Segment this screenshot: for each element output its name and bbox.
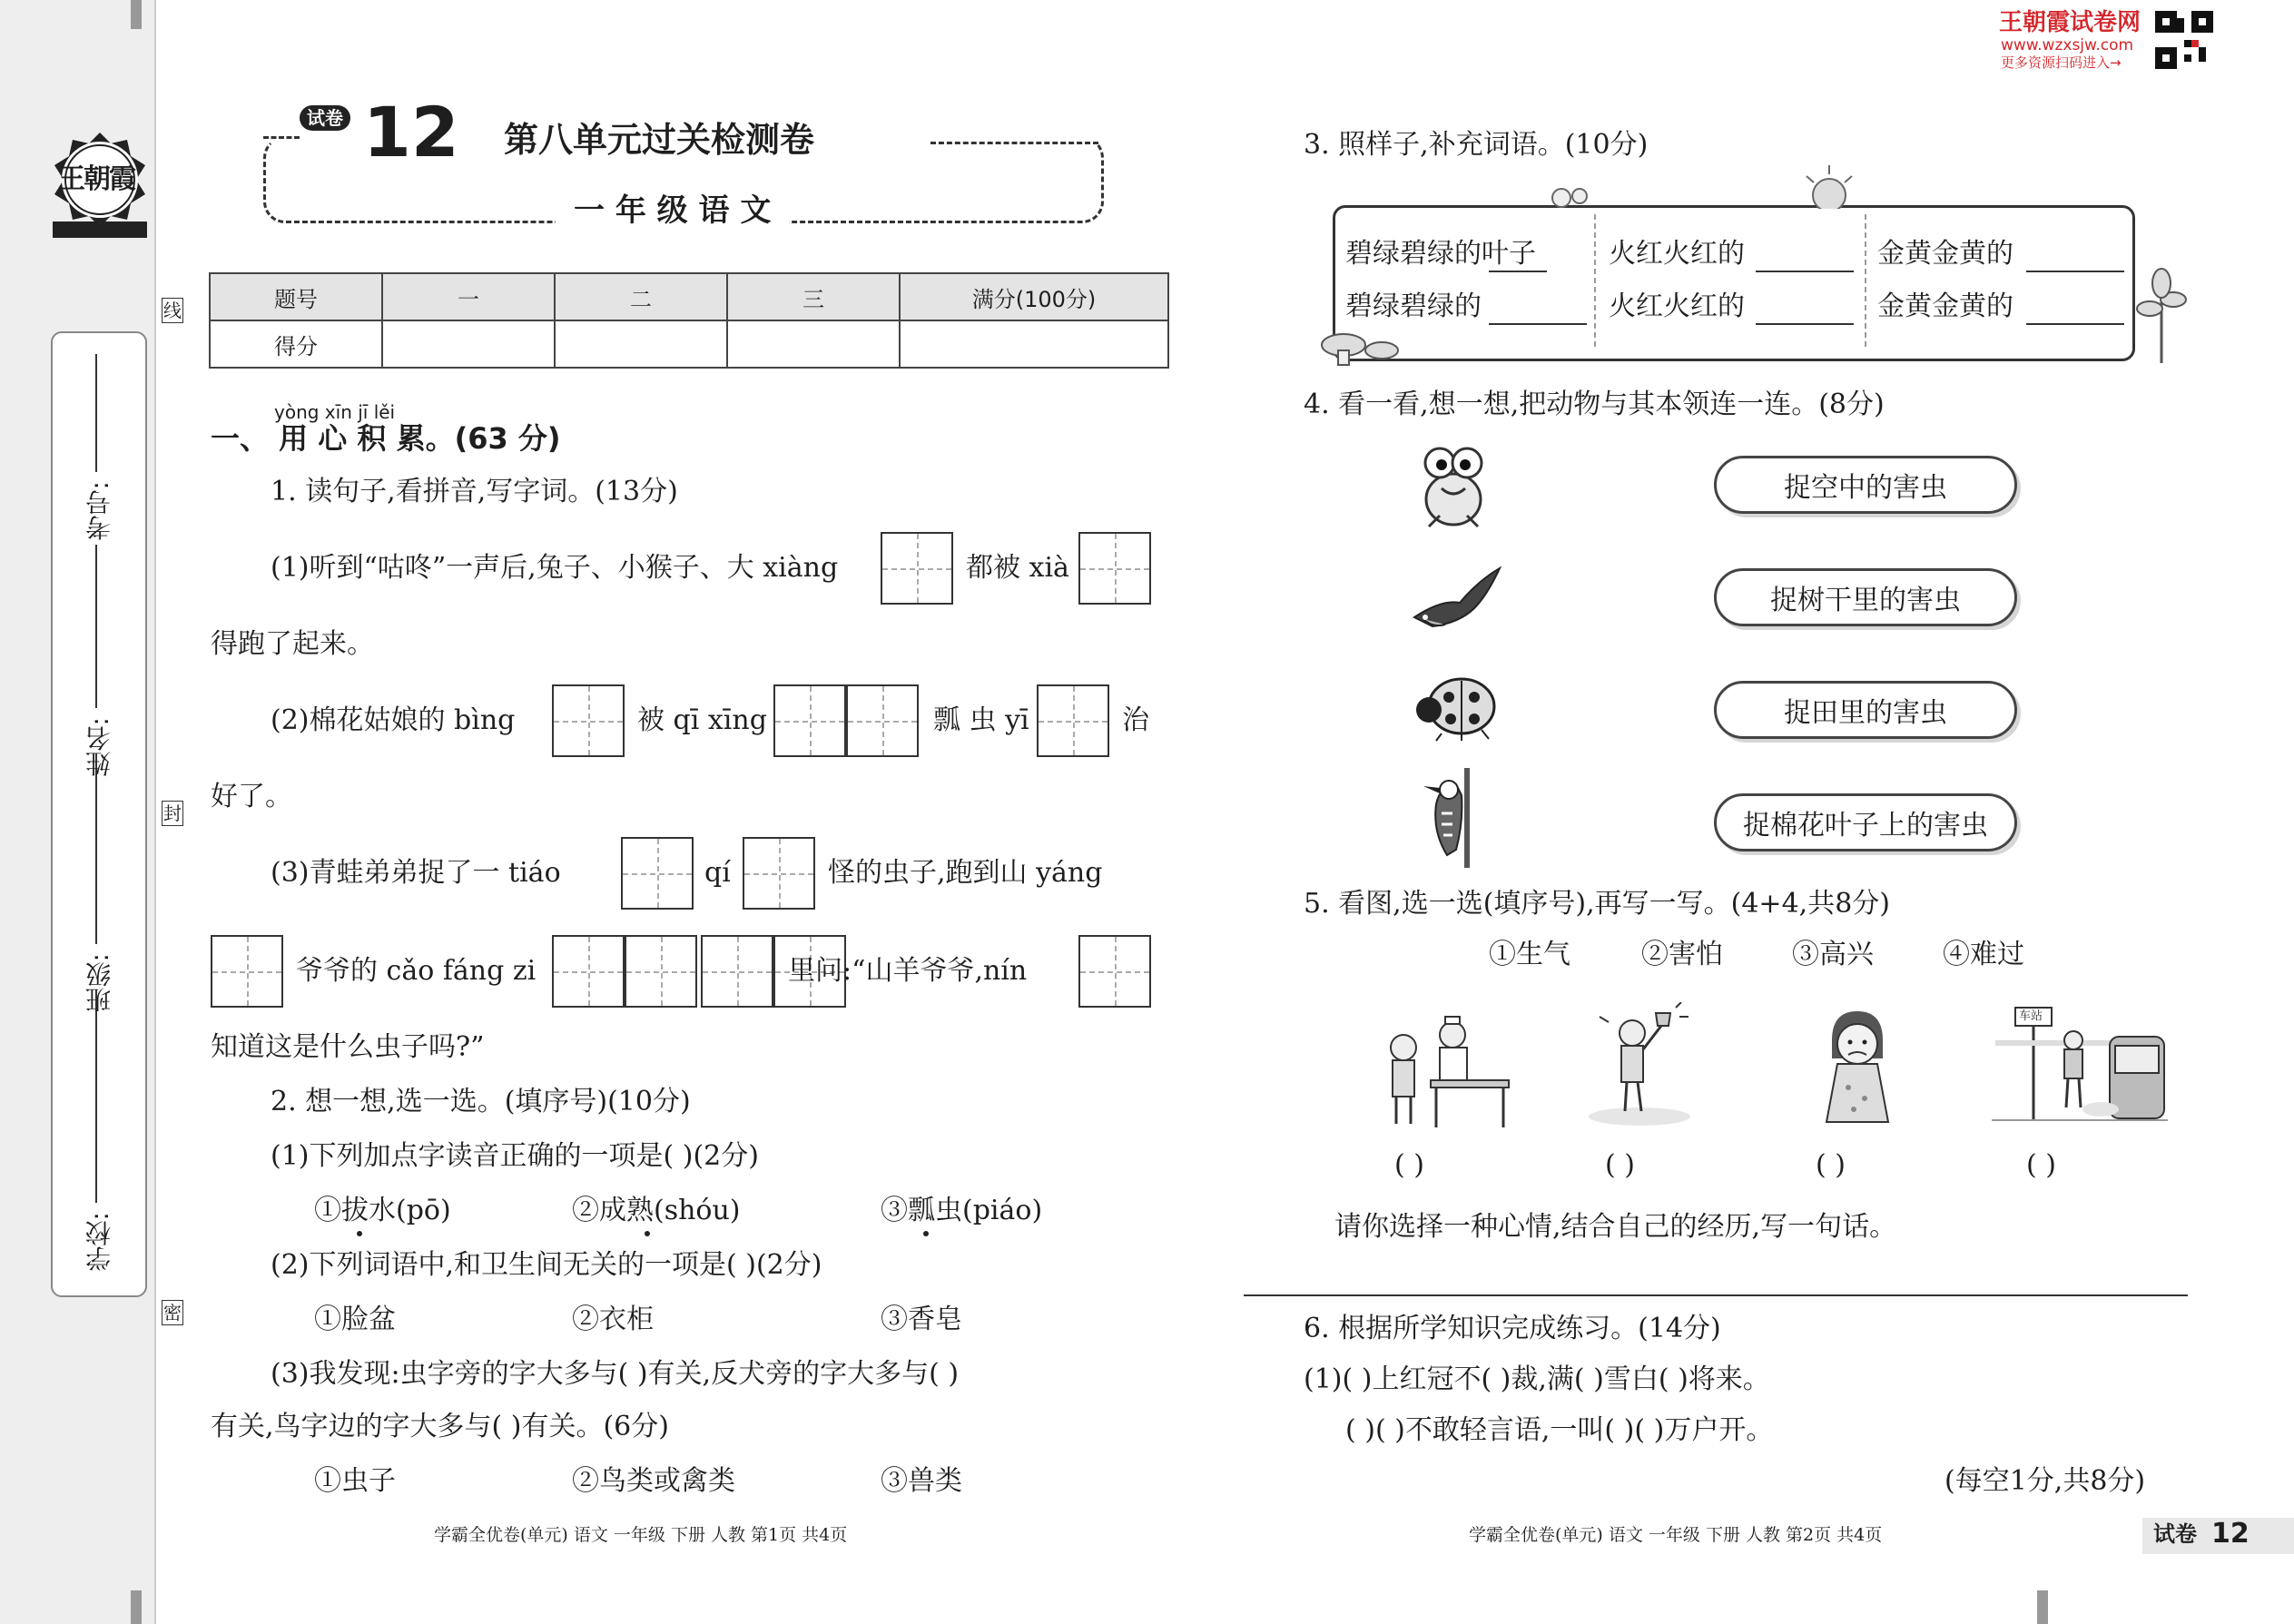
frame-line (930, 142, 1098, 147)
q3-title: 3. 照样子,补充词语。(10分) (1304, 129, 1649, 161)
tianzige-box[interactable] (1037, 684, 1109, 757)
table-header-cell: 满分(100分) (900, 273, 1168, 320)
answer-line[interactable] (1489, 323, 1587, 325)
q5-option: ④难过 (1943, 939, 2024, 970)
q2-2-text: (2)下列词语中,和卫生间无关的一项是( )(2分) (271, 1249, 822, 1281)
site-tagline: 更多资源扫码进入→ (2001, 54, 2122, 71)
q1-2-text: 被 qī xīng (637, 704, 767, 736)
q3-word: 火红火红的 (1609, 290, 1745, 322)
tianzige-box[interactable] (743, 837, 815, 910)
binding-mark: 封 (163, 802, 182, 824)
tianzige-box[interactable] (773, 684, 846, 757)
answer-line[interactable] (1756, 323, 1854, 325)
q3-word: 碧绿碧绿的 (1345, 290, 1482, 322)
corner-number: 12 (2211, 1518, 2250, 1550)
class-label: 班级: (84, 953, 114, 1013)
q1-3-text: 怪的虫子,跑到山 yáng (828, 857, 1103, 889)
sad-girl-icon (1812, 1004, 1903, 1131)
table-header-cell: 题号 (210, 273, 382, 320)
tianzige-box[interactable] (625, 935, 697, 1008)
page-title: 第八单元过关检测卷 (504, 120, 815, 160)
q5-option: ①生气 (1489, 939, 1570, 970)
q1-3-text: 知道这是什么虫子吗?” (211, 1031, 485, 1063)
answer-line[interactable] (1756, 271, 1854, 272)
q3-word: 碧绿碧绿的叶子 (1345, 238, 1536, 270)
paper-badge: 试卷 (300, 105, 350, 131)
q6-title: 6. 根据所学知识完成练习。(14分) (1304, 1313, 1721, 1344)
name-label: 姓名: (84, 717, 114, 777)
tianzige-box[interactable] (552, 935, 625, 1008)
score-cell[interactable] (555, 320, 727, 368)
section1-title: 一、 用 心 积 累。(63 分) (211, 421, 561, 456)
tianzige-box[interactable] (552, 684, 625, 757)
emphasis-dot (645, 1231, 650, 1236)
corner-badge: 试卷 (2153, 1521, 2197, 1547)
angry-boy-bus-stop-icon (1992, 1004, 2168, 1131)
q2-2-option: ②衣柜 (572, 1304, 654, 1335)
score-cell[interactable] (727, 320, 900, 368)
table-header-cell: 二 (555, 273, 727, 320)
q3-word: 金黄金黄的 (1877, 290, 2013, 322)
scared-child-doctor-icon (1376, 1008, 1512, 1135)
margin-tick (131, 1590, 142, 1624)
q2-1-option: ②成熟(shóu) (572, 1195, 741, 1226)
q2-1-option: ①拔水(pō) (314, 1195, 451, 1226)
page-subtitle: 一 年 级 语 文 (556, 192, 789, 230)
plant-icon (2130, 263, 2193, 363)
woodpecker-icon[interactable] (1416, 768, 1480, 868)
exam-no-label: 考号: (84, 481, 114, 541)
q1-1-text: (1)听到“咕咚”一声后,兔子、小猴子、大 xiàng (271, 552, 839, 584)
binding-line (154, 0, 156, 1624)
q2-title: 2. 想一想,选一选。(填序号)(10分) (271, 1086, 691, 1117)
q1-2-text: (2)棉花姑娘的 bìng (271, 704, 516, 736)
skill-option[interactable]: 捉空中的害虫 (1714, 456, 2017, 514)
q5-answer-paren[interactable]: ( ) (2026, 1149, 2056, 1181)
q5-answer-paren[interactable]: ( ) (1394, 1149, 1424, 1181)
answer-line[interactable] (2026, 271, 2124, 272)
brand-logo (45, 127, 154, 245)
q2-1-option: ③瓢虫(piáo) (881, 1195, 1043, 1226)
flower-icon (1543, 180, 1598, 216)
divider (1594, 214, 1596, 347)
mushroom-icon (1316, 327, 1407, 367)
frog-icon[interactable] (1413, 436, 1494, 536)
tianzige-box[interactable] (846, 684, 919, 757)
score-cell[interactable] (900, 320, 1168, 368)
q1-1-text: 得跑了起来。 (211, 628, 374, 660)
table-header-cell: 三 (727, 273, 900, 320)
binding-mark: 密 (163, 1302, 182, 1324)
q2-3-option: ①虫子 (314, 1465, 396, 1497)
q2-3-text: 有关,鸟字边的字大多与( )有关。(6分) (211, 1411, 669, 1442)
q2-2-option: ①脸盆 (314, 1304, 396, 1335)
page-footer: 学霸全优卷(单元) 语文 一年级 下册 人教 第1页 共4页 (434, 1525, 848, 1545)
q5-option: ②害怕 (1641, 939, 1723, 970)
q3-word-box (1333, 205, 2135, 361)
score-table (209, 272, 1169, 369)
page-footer: 学霸全优卷(单元) 语文 一年级 下册 人教 第2页 共4页 (1469, 1525, 1883, 1545)
school-label: 学校: (84, 1212, 114, 1272)
tianzige-box[interactable] (701, 935, 773, 1008)
q6-1-score: (每空1分,共8分) (1944, 1465, 2146, 1497)
q2-3-text: (3)我发现:虫字旁的字大多与( )有关,反犬旁的字大多与( ) (271, 1358, 960, 1390)
logo-text: 王朝霞 (58, 163, 134, 195)
tianzige-box[interactable] (621, 837, 694, 910)
q5-answer-paren[interactable]: ( ) (1605, 1149, 1635, 1181)
margin-tick (2037, 1590, 2048, 1624)
table-header-cell: 一 (382, 273, 555, 320)
divider (1865, 214, 1866, 347)
q1-title: 1. 读句子,看拼音,写字词。(13分) (271, 476, 678, 507)
q2-3-option: ②鸟类或禽类 (572, 1465, 735, 1497)
happy-child-trophy-icon (1581, 1002, 1699, 1129)
q2-3-option: ③兽类 (881, 1465, 962, 1497)
exam-no-field[interactable] (95, 354, 97, 472)
tianzige-box[interactable] (1078, 532, 1151, 605)
tianzige-box[interactable] (1078, 935, 1151, 1008)
class-field[interactable] (95, 753, 97, 944)
q1-3-text: qí (704, 857, 731, 889)
q1-1-text: 都被 xià (966, 552, 1069, 584)
paper-number: 12 (363, 92, 459, 172)
answer-line[interactable] (2026, 323, 2124, 325)
skill-option[interactable]: 捉田里的害虫 (1714, 681, 2017, 739)
table-row-label: 得分 (210, 320, 382, 368)
q1-3-text: 里问:“山羊爷爷,nín (788, 955, 1028, 987)
answer-line (1489, 271, 1547, 272)
q3-word: 火红火红的 (1609, 238, 1745, 270)
q6-1-line: ( )( )不敢轻言语,一叫( )( )万户开。 (1345, 1414, 1774, 1446)
tianzige-box[interactable] (211, 935, 283, 1008)
q3-word: 金黄金黄的 (1877, 238, 2013, 270)
binding-mark: 线 (163, 300, 182, 321)
q5-option: ③高兴 (1792, 939, 1874, 970)
site-name: 王朝霞试卷网 (1999, 9, 2141, 36)
qr-code-icon[interactable] (2155, 11, 2213, 69)
swallow-icon[interactable] (1405, 563, 1505, 635)
emphasis-dot (923, 1231, 929, 1236)
q1-2-text: 瓢 虫 yī (933, 704, 1029, 736)
q1-2-text: 好了。 (211, 781, 292, 812)
section1-pinyin: yòng xīn jī lěi (274, 401, 396, 423)
q1-3-text: (3)青蛙弟弟捉了一 tiáo (271, 857, 561, 889)
site-url[interactable]: www.wzxsjw.com (2001, 36, 2134, 54)
sun-icon (1797, 163, 1861, 209)
q2-1-text: (1)下列加点字读音正确的一项是( )(2分) (271, 1140, 759, 1172)
skill-option[interactable]: 捉棉花叶子上的害虫 (1714, 793, 2017, 851)
q6-1-line: (1)( )上红冠不( )裁,满( )雪白( )将来。 (1304, 1363, 1770, 1395)
student-info-box (51, 331, 147, 1297)
margin-tick (131, 0, 142, 29)
frame-line (263, 136, 300, 142)
q5-answer-paren[interactable]: ( ) (1816, 1149, 1846, 1181)
q2-2-option: ③香皂 (881, 1304, 962, 1335)
q5-title: 5. 看图,选一选(填序号),再写一写。(4+4,共8分) (1304, 888, 1890, 920)
ladybug-icon[interactable] (1405, 670, 1505, 743)
q1-2-text: 治 (1122, 704, 1149, 736)
answer-line[interactable] (1244, 1294, 2188, 1296)
name-field[interactable] (95, 545, 97, 708)
emphasis-dot (357, 1231, 362, 1236)
q5-write-prompt: 请你选择一种心情,结合自己的经历,写一句话。 (1334, 1211, 1897, 1243)
q4-title: 4. 看一看,想一想,把动物与其本领连一连。(8分) (1304, 389, 1885, 420)
q1-3-text: 爷爷的 cǎo fáng zi (296, 955, 537, 987)
bus-stop-sign: 车站 (2019, 1009, 2043, 1023)
skill-option[interactable]: 捉树干里的害虫 (1714, 568, 2017, 626)
school-field[interactable] (95, 989, 97, 1203)
tianzige-box[interactable] (881, 532, 953, 605)
score-cell[interactable] (382, 320, 555, 368)
